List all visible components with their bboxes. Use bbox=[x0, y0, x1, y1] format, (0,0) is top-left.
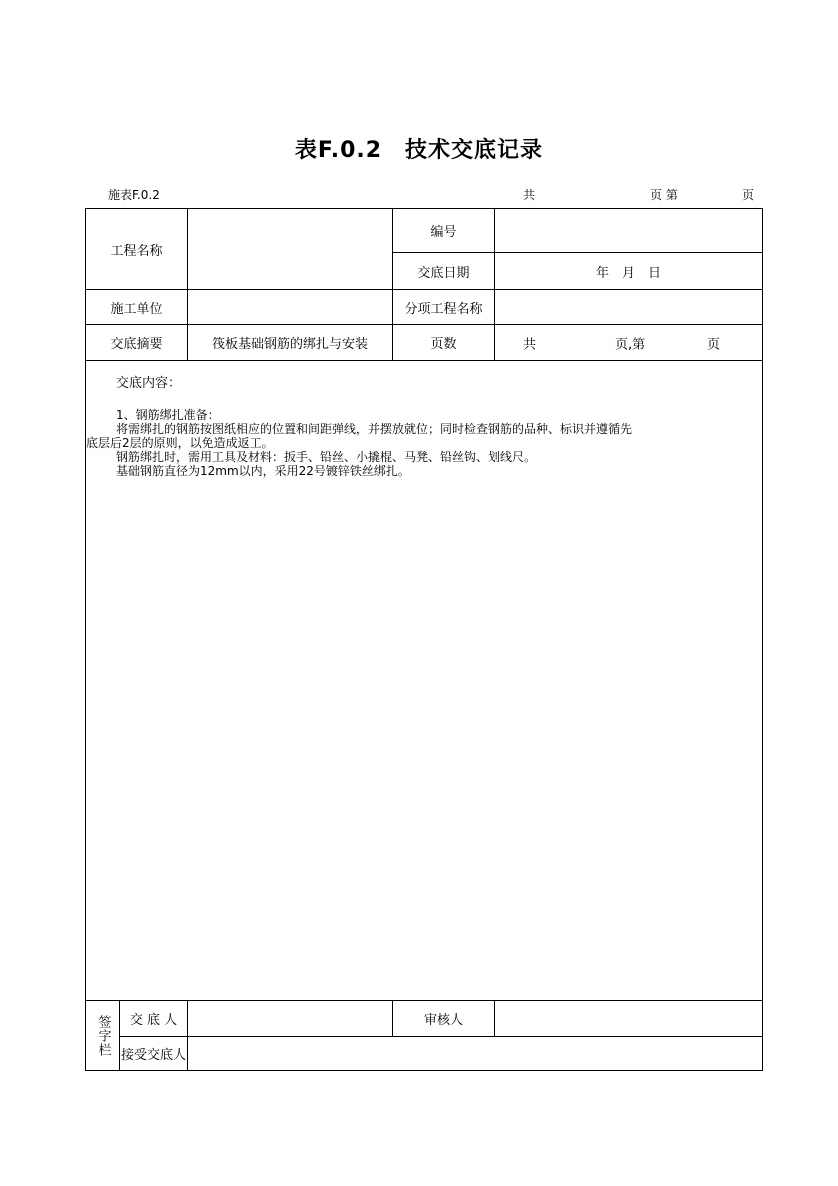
project-name-label: 工程名称 bbox=[86, 209, 188, 290]
form-number: 施表F.0.2 bbox=[108, 188, 160, 202]
content-line: 钢筋绑扎时，需用工具及材料：扳手、铅丝、小撬棍、马凳、铅丝钩、划线尺。 bbox=[116, 450, 537, 464]
construction-unit-field[interactable] bbox=[188, 290, 393, 325]
subitem-name-label: 分项工程名称 bbox=[393, 290, 495, 325]
receiver-field[interactable] bbox=[188, 1037, 763, 1071]
reviewer-label: 审核人 bbox=[393, 1001, 495, 1037]
summary-label: 交底摘要 bbox=[86, 325, 188, 361]
content-text bbox=[86, 408, 706, 478]
pages-mid-label: 页,第 bbox=[615, 337, 646, 352]
date-label: 交底日期 bbox=[393, 253, 495, 290]
summary-value[interactable]: 筏板基础钢筋的绑扎与安装 bbox=[188, 325, 393, 361]
page-end-label: 页 bbox=[742, 188, 755, 202]
number-field[interactable] bbox=[495, 209, 763, 253]
total-pages-label: 共 bbox=[523, 188, 536, 202]
reviewer-field[interactable] bbox=[495, 1001, 763, 1037]
pages-field[interactable] bbox=[495, 325, 763, 361]
project-name-field[interactable] bbox=[188, 209, 393, 290]
page-number-label: 页 第 bbox=[650, 188, 678, 202]
pages-label: 页数 bbox=[393, 325, 495, 361]
construction-unit-label: 施工单位 bbox=[86, 290, 188, 325]
handover-record-table bbox=[85, 208, 763, 1071]
pages-end-label: 页 bbox=[707, 337, 721, 352]
handover-content-area[interactable] bbox=[86, 361, 763, 1001]
content-heading: 交底内容： bbox=[116, 376, 182, 391]
pages-total-label: 共 bbox=[523, 337, 537, 352]
subitem-name-field[interactable] bbox=[495, 290, 763, 325]
content-line: 基础钢筋直径为12mm以内，采用22号镀锌铁丝绑扎。 bbox=[116, 464, 410, 478]
receiver-label: 接受交底人 bbox=[120, 1037, 188, 1071]
content-line: 底层后2层的原则，以免造成返工。 bbox=[86, 436, 274, 450]
content-line: 1、钢筋绑扎准备： bbox=[116, 408, 220, 422]
handover-person-label: 交 底 人 bbox=[120, 1001, 188, 1037]
number-label: 编号 bbox=[393, 209, 495, 253]
handover-person-field[interactable] bbox=[188, 1001, 393, 1037]
document-title: 表F.0.2 技术交底记录 bbox=[294, 138, 544, 163]
content-line: 将需绑扎的钢筋按图纸相应的位置和间距弹线，并摆放就位；同时检查钢筋的品种、标识并遵循先 bbox=[116, 422, 633, 436]
signature-column-label: 签字栏 bbox=[86, 1001, 120, 1071]
date-field[interactable]: 年 月 日 bbox=[495, 253, 763, 290]
